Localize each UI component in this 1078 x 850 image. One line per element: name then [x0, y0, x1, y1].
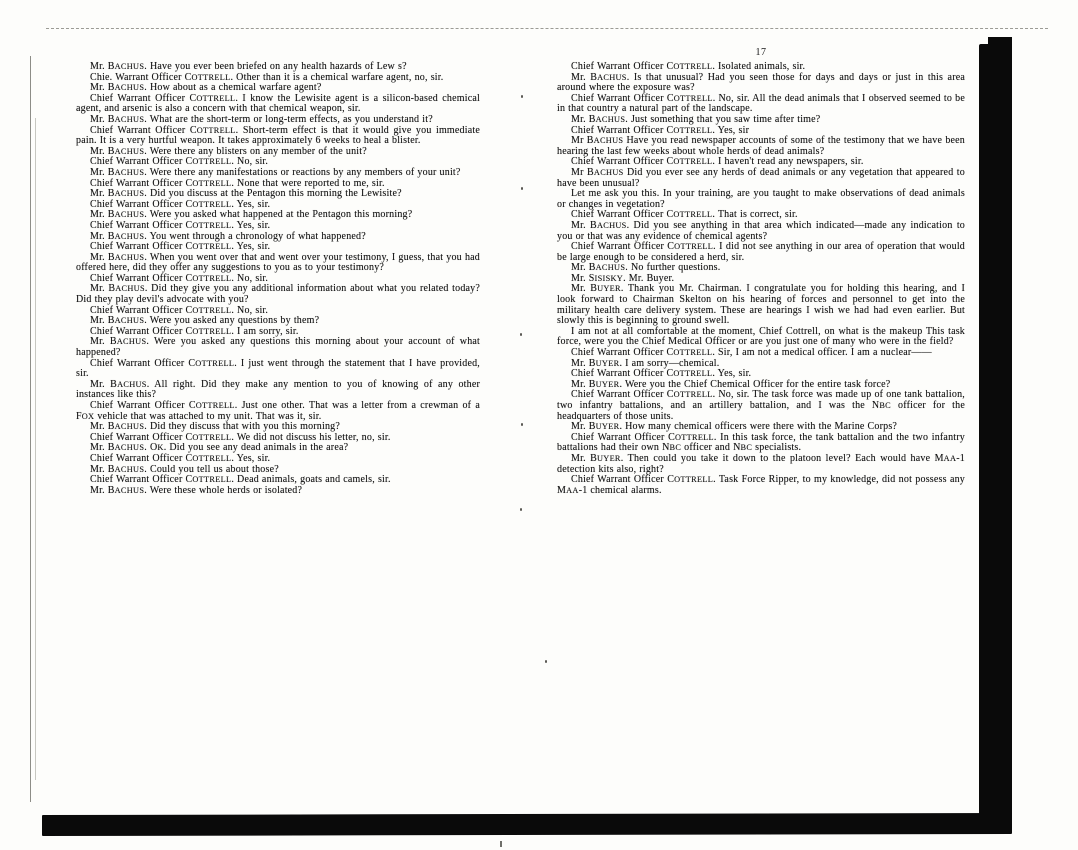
scan-right-black-bar	[979, 44, 1012, 825]
transcript-paragraph: Chief Warrant Officer COTTRELL. Yes, sir.	[571, 368, 752, 380]
transcript-paragraph: Chief Warrant Officer COTTRELL. I am sorry, sir.	[90, 325, 299, 337]
transcript-paragraph: Chief Warrant Officer COTTRELL. In this task force, the tank battalion and the two infantry battalions had their own NBC officer and NBC specialists.	[557, 431, 965, 454]
transcript-paragraph: Chief Warrant Officer COTTRELL. Yes, sir.	[90, 219, 271, 231]
transcript-paragraph: Chief Warrant Officer COTTRELL. I know the Lewisite agent is a silicon-based chemical agent, and arsenic is also a concern with that chemical weapon, sir.	[76, 92, 480, 115]
transcript-paragraph: Mr BACHUS Did you ever see any herds of dead animals or any vegetation that appeared to have been unusual?	[557, 166, 965, 189]
transcript-paragraph: Mr. BACHUS. What are the short-term or long-term effects, as you understand it?	[90, 113, 433, 125]
transcript-paragraph: Mr. BACHUS. All right. Did they make any mention to you of knowing of any other instances like this?	[76, 378, 481, 401]
scan-bottom-black-bar	[42, 813, 1012, 836]
scan-speck	[545, 660, 547, 663]
scan-speck	[520, 508, 522, 511]
transcript-paragraph: Mr. BACHUS. No further questions.	[571, 262, 721, 274]
transcript-paragraph: Mr. BACHUS. OK. Did you see any dead animals in the area?	[90, 442, 349, 454]
transcript-paragraph: Chief Warrant Officer COTTRELL. Yes, sir.	[90, 241, 271, 253]
transcript-paragraph: Mr. SISISKY. Mr. Buyer.	[571, 272, 675, 284]
transcript-paragraph: Chief Warrant Officer COTTRELL. None that were reported to me, sir.	[90, 177, 385, 189]
transcript-paragraph: Chie. Warrant Officer COTTRELL. Other than it is a chemical warfare agent, no, sir.	[90, 71, 444, 83]
page-number: 17	[755, 47, 767, 58]
transcript-paragraph: Mr. BACHUS. Were there any blisters on any member of the unit?	[90, 145, 367, 157]
transcript-paragraph: Mr. BACHUS. Is that unusual? Had you seen those for days and days or just in this area around where the exposure was?	[557, 71, 966, 94]
transcript-paragraph: Mr. BACHUS. Were you asked any questions this morning about your account of what happened?	[76, 336, 481, 359]
transcript-paragraph: Mr. BACHUS. Did they give you any additional information about what you related today? Did they play devil's advocate with you?	[76, 283, 481, 306]
transcript-paragraph: Mr. BACHUS. Were these whole herds or isolated?	[90, 484, 303, 496]
transcript-paragraph: Chief Warrant Officer COTTRELL. Task Force Ripper, to my knowledge, did not possess any MAA-1 chemical alarms.	[557, 474, 965, 496]
transcript-paragraph: Mr. BACHUS. When you went over that and went over your testimony, I guess, that you had offered here, did they offer any suggestions to you as to your testimony?	[76, 251, 480, 274]
transcript-paragraph: Mr. BACHUS. Could you tell us about those?	[90, 463, 279, 475]
transcript-paragraph: Chief Warrant Officer COTTRELL. Isolated animals, sir.	[571, 61, 806, 72]
scan-top-edge-line	[46, 28, 1048, 29]
transcript-paragraph: Mr. BACHUS. Did you see anything in that area which indicated—made any indication to you or that was any evidence of chemical agents?	[557, 219, 965, 242]
transcript-paragraph: Mr. BACHUS. Have you ever been briefed on any health hazards of Lew s?	[90, 61, 407, 72]
transcript-paragraph: Chief Warrant Officer COTTRELL. That is correct, sir.	[571, 209, 798, 221]
transcript-paragraph: Mr. BUYER. I am sorry—chemical.	[571, 357, 720, 369]
transcript-paragraph: Chief Warrant Officer COTTRELL. We did not discuss his letter, no, sir.	[90, 431, 391, 443]
transcript-paragraph: Mr. BUYER. Thank you Mr. Chairman. I congratulate you for holding this hearing, and I look forward to Chairman Skelton on his hearing of forces and personnel to get into the military health care delivery system. These are hearings I wish we had had even earlier. But slowly this is beginning to ground swell.	[557, 283, 965, 327]
transcript-paragraph: I am not at all comfortable at the moment, Chief Cottrell, on what is the makeup This task force, were you the Chief Medical Officer or are you just one of many who were in the field?	[557, 325, 965, 348]
transcript-paragraph: Chief Warrant Officer COTTRELL. Yes, sir.	[90, 452, 271, 464]
scan-speck	[520, 333, 522, 336]
transcript-paragraph: Mr. BUYER. Were you the Chief Chemical Officer for the entire task force?	[571, 378, 891, 390]
scan-speck	[521, 95, 523, 98]
transcript-paragraph: Mr. BACHUS. Were you asked any questions by them?	[90, 315, 320, 327]
transcript-paragraph: Chief Warrant Officer COTTRELL. Yes, sir	[571, 124, 750, 136]
scan-left-edge-line-2	[35, 118, 36, 780]
transcript-paragraph: Chief Warrant Officer COTTRELL. No, sir.	[90, 304, 269, 316]
scan-left-edge-line	[30, 56, 31, 802]
transcript-paragraph: Chief Warrant Officer COTTRELL. I haven't read any newspapers, sir.	[571, 156, 864, 168]
transcript-paragraph: Mr. BACHUS. Did they discuss that with you this morning?	[90, 421, 341, 433]
transcript-paragraph: Mr. BACHUS. Just something that you saw time after time?	[571, 113, 821, 125]
transcript-paragraph: Chief Warrant Officer COTTRELL. Short-term effect is that it would give you immediate pain. It is a very hurtful weapon. It takes approximately 6 weeks to heal a blister.	[76, 124, 480, 147]
transcript-paragraph: Mr. BACHUS. You went through a chronology of what happened?	[90, 230, 366, 242]
transcript-paragraph: Chief Warrant Officer COTTRELL. No, sir.	[90, 156, 269, 168]
transcript-paragraph: Chief Warrant Officer COTTRELL. Yes, sir.	[90, 198, 271, 210]
transcript-paragraph: Mr. BACHUS. How about as a chemical warfare agent?	[90, 82, 322, 94]
transcript-paragraph: Chief Warrant Officer COTTRELL. I just went through the statement that I have provided, sir.	[76, 357, 480, 380]
scan-speck	[521, 187, 523, 190]
scan-bottom-tick	[500, 841, 502, 847]
scan-speck	[521, 423, 523, 426]
transcript-paragraph: Mr. BACHUS. Did you discuss at the Pentagon this morning the Lewisite?	[90, 188, 402, 200]
transcript-paragraph: Chief Warrant Officer COTTRELL. Just one other. That was a letter from a crewman of a FOX vehicle that was attached to my unit. That was it, sir.	[76, 400, 480, 422]
transcript-paragraph: Mr. BACHUS. Were there any manifestations or reactions by any members of your unit?	[90, 166, 461, 178]
transcript-paragraph: Mr BACHUS Have you read newspaper accounts of some of the testimony that we have been hearing the last few weeks about whole herds of dead animals?	[557, 135, 965, 157]
transcript-paragraph: Chief Warrant Officer COTTRELL. No, sir. All the dead animals that I observed seemed to be in that country a natural part of the landscape.	[557, 92, 965, 115]
transcript-paragraph: Chief Warrant Officer COTTRELL. Dead animals, goats and camels, sir.	[90, 474, 391, 486]
transcript-paragraph: Chief Warrant Officer COTTRELL. Sir, I am not a medical officer. I am a nuclear——	[571, 347, 932, 359]
right-column	[557, 62, 965, 496]
transcript-paragraph: Let me ask you this. In your training, are you taught to make observations of dead animals or changes in vegetation?	[557, 188, 965, 210]
transcript-paragraph: Mr. BACHUS. Were you asked what happened at the Pentagon this morning?	[90, 209, 413, 221]
left-column	[76, 62, 480, 496]
transcript-paragraph: Chief Warrant Officer COTTRELL. No, sir. The task force was made up of one tank battalion, two infantry battalions, and an artillery battalion, and I was the NBC officer for the headquarters of those units.	[557, 389, 965, 422]
transcript-paragraph: Mr. BUYER. How many chemical officers were there with the Marine Corps?	[571, 421, 898, 433]
transcript-paragraph: Mr. BUYER. Then could you take it down to the platoon level? Each would have MAA-1 detection kits also, right?	[557, 452, 965, 475]
transcript-paragraph: Chief Warrant Officer COTTRELL. I did not see anything in our area of operation that would be large enough to be considered a herd, sir.	[557, 241, 965, 263]
transcript-paragraph: Chief Warrant Officer COTTRELL. No, sir.	[90, 272, 269, 284]
